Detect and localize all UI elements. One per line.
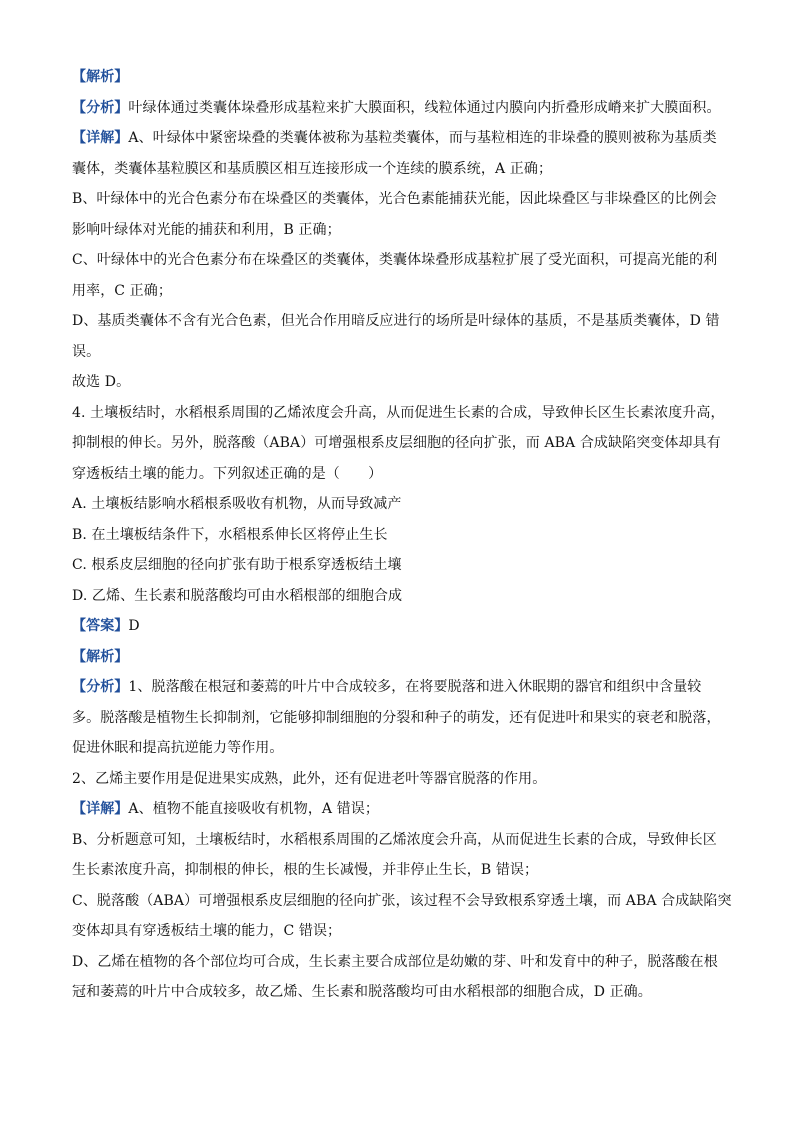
detail-line: D、乙烯在植物的各个部位均可合成，生长素主要合成部位是幼嫩的芽、叶和发育中的种子，脱落酸在根 xyxy=(72,953,718,970)
detail-line: D、基质类囊体不含有光合色素，但光合作用暗反应进行的场所是叶绿体的基质，不是基质类囊体，D 错 xyxy=(72,313,720,329)
option-d: D. 乙烯、生长素和脱落酸均可由水稻根部的细胞合成 xyxy=(72,587,403,604)
xiangjie-tag: 【详解】 xyxy=(72,130,129,146)
detail-line xyxy=(72,794,722,825)
question-stem: 穿透板结土壤的能力。下列叙述正确的是（ ） xyxy=(72,465,383,482)
analysis-line: 促进休眠和提高抗逆能力等作用。 xyxy=(72,740,284,756)
fenxi-tag: 【分析】 xyxy=(72,679,129,695)
detail-line: B、叶绿体中的光合色素分布在垛叠区的类囊体，光合色素能捕获光能，因此垛叠区与非垛叠区的比例会 xyxy=(72,191,717,207)
detail-line: C、脱落酸（ABA）可增强根系皮层细胞的径向扩张，该过程不会导致根系穿透土壤，而 ABA 合成缺陷突 xyxy=(72,892,732,909)
analysis-line: 多。脱落酸是植物生长抑制剂，它能够抑制细胞的分裂和种子的萌发，还有促进叶和果实的衰老和脱落， xyxy=(72,709,721,726)
option-b: B. 在土壤板结条件下，水稻根系伸长区将停止生长 xyxy=(72,526,388,543)
detail-line: C、叶绿体中的光合色素分布在垛叠区的类囊体，类囊体垛叠形成基粒扩展了受光面积，可提高光能的利 xyxy=(72,252,718,268)
answer-value: D xyxy=(128,618,140,634)
detail-line: B、分析题意可知，土壤板结时，水稻根系周围的乙烯浓度会升高，从而促进生长素的合成，导致伸长区 xyxy=(72,831,717,848)
detail-line: 冠和萎蔫的叶片中合成较多，故乙烯、生长素和脱落酸均可由水稻根部的细胞合成，D 正确。 xyxy=(72,984,652,1000)
analysis-line: 2、乙烯主要作用是促进果实成熟，此外，还有促进老叶等器官脱落的作用。 xyxy=(72,770,547,787)
question-stem: 4. 土壤板结时，水稻根系周围的乙烯浓度会升高，从而促进生长素的合成，导致伸长区生长素浓度升高， xyxy=(72,404,725,421)
detail-line: 囊体，类囊体基粒膜区和基质膜区相互连接形成一个连续的膜系统，A 正确； xyxy=(72,160,553,177)
fenxi-text: 1、脱落酸在根冠和萎蔫的叶片中合成较多，在将要脱落和进入休眠期的器官和组织中含量较 xyxy=(128,679,702,695)
question-stem: 抑制根的伸长。另外，脱落酸（ABA）可增强根系皮层细胞的径向扩张，而 ABA 合成缺陷突变体却具有 xyxy=(72,435,721,451)
detail-a-text: A、植物不能直接吸收有机物，A 错误； xyxy=(128,801,379,817)
fenxi-tag: 【分析】 xyxy=(72,99,129,116)
analysis-paragraph xyxy=(72,93,722,124)
analysis-paragraph xyxy=(72,672,722,703)
xiangjie-tag: 【详解】 xyxy=(72,801,129,817)
conclusion-line: 故选 D。 xyxy=(72,374,131,390)
detail-line: 影响叶绿体对光能的捕获和利用，B 正确； xyxy=(72,221,341,238)
detail-line: 用率，C 正确； xyxy=(72,282,172,299)
detail-a-text: A、叶绿体中紧密垛叠的类囊体被称为基粒类囊体，而与基粒相连的非垛叠的膜则被称为基质类 xyxy=(128,130,717,146)
detail-line: 变体却具有穿透板结土壤的能力，C 错误； xyxy=(72,923,342,939)
detail-line: 生长素浓度升高，抑制根的伸长，根的生长减慢，并非停止生长，B 错误； xyxy=(72,862,539,878)
detail-line xyxy=(72,123,722,154)
analysis-heading xyxy=(72,62,722,93)
detail-line: 误。 xyxy=(72,343,101,360)
jiexi-tag: 【解析】 xyxy=(72,648,129,665)
document-page xyxy=(72,62,732,1008)
analysis-heading xyxy=(72,642,722,673)
fenxi-text: 叶绿体通过类囊体垛叠形成基粒来扩大膜面积，线粒体通过内膜向内折叠形成嵴来扩大膜面积。 xyxy=(128,99,721,116)
jiexi-tag: 【解析】 xyxy=(72,69,129,85)
option-c: C. 根系皮层细胞的径向扩张有助于根系穿透板结土壤 xyxy=(72,557,402,573)
answer-line xyxy=(72,611,722,642)
option-a: A. 土壤板结影响水稻根系吸收有机物，从而导致减产 xyxy=(72,496,402,512)
daan-tag: 【答案】 xyxy=(72,618,129,634)
